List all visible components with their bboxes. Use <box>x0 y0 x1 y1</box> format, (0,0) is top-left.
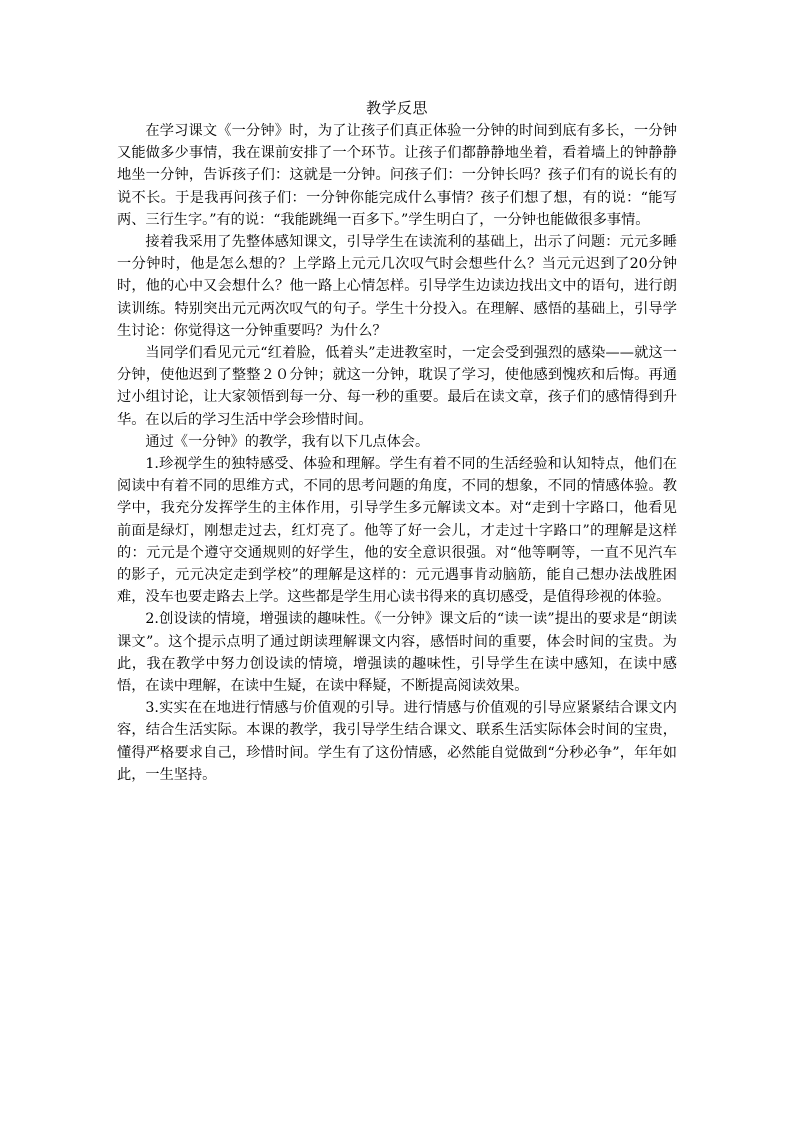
paragraph-point-2: 2.创设读的情境，增强读的趣味性。《一分钟》课文后的“读一读”提出的要求是“朗读课文”。这个提示点明了通过朗读理解课文内容，感悟时间的重要，体会时间的宝贵。为此，我在教学中努力创设读的情境，增强读的趣味性，引导学生在读中感知，在读中感悟，在读中理解，在读中生疑，在读中释疑，不断提高阅读效果。 <box>117 611 677 695</box>
document-page <box>117 96 677 786</box>
paragraph-point-1: 1.珍视学生的独特感受、体验和理解。学生有着不同的生活经验和认知特点，他们在阅读中有着不同的思维方式，不同的思考问题的角度，不同的想象，不同的情感体验。教学中，我充分发挥学生的主体作用，引导学生多元解读文本。对“走到十字路口，他看见前面是绿灯，刚想走过去，红灯亮了。他等了好一会儿，才走过十字路口”的理解是这样的：元元是个遵守交通规则的好学生，他的安全意识很强。对“他等啊等，一直不见汽车的影子，元元决定走到学校”的理解是这样的：元元遇事肯动脑筋，能自己想办法战胜困难，没车也要走路去上学。这些都是学生用心读书得来的真切感受，是值得珍视的体验。 <box>117 456 677 606</box>
paragraph-intro-activity: 在学习课文《一分钟》时，为了让孩子们真正体验一分钟的时间到底有多长，一分钟又能做多少事情，我在课前安排了一个环节。让孩子们都静静地坐着，看着墙上的钟静静地坐一分钟，告诉孩子们：这就是一分钟。问孩子们：一分钟长吗？孩子们有的说长有的说不长。于是我再问孩子们：一分钟你能完成什么事情？孩子们想了想，有的说：“能写两、三行生字。”有的说：“我能跳绳一百多下。”学生明白了，一分钟也能做很多事情。 <box>117 123 677 228</box>
paragraph-reflection-intro: 通过《一分钟》的教学，我有以下几点体会。 <box>145 433 430 450</box>
document-title: 教学反思 <box>365 99 428 117</box>
paragraph-point-3: 3.实实在在地进行情感与价值观的引导。进行情感与价值观的引导应紧紧结合课文内容，结合生活实际。本课的教学，我引导学生结合课文、联系生活实际体会时间的宝贵，懂得严格要求自己，珍惜时间。学生有了这份情感，必然能自觉做到“分秒必争”，年年如此，一生坚持。 <box>117 700 677 783</box>
paragraph-reading-questions: 接着我采用了先整体感知课文，引导学生在读流利的基础上，出示了问题：元元多睡一分钟时，他是怎么想的？上学路上元元几次叹气时会想些什么？当元元迟到了20分钟时，他的心中又会想什么？他一路上心情怎样。引导学生边读边找出文中的语句，进行朗读训练。特别突出元元两次叹气的句子。学生十分投入。在理解、感悟的基础上，引导学生讨论：你觉得这一分钟重要吗？为什么？ <box>117 234 677 339</box>
paragraph-emotional-impact: 当同学们看见元元“红着脸，低着头”走进教室时，一定会受到强烈的感染——就这一分钟，使他迟到了整整２０分钟；就这一分钟，耽误了学习，使他感到愧疚和后悔。再通过小组讨论，让大家领悟到每一分、每一秒的重要。最后在读文章，孩子们的感情得到升华。在以后的学习生活中学会珍惜时间。 <box>117 345 677 428</box>
